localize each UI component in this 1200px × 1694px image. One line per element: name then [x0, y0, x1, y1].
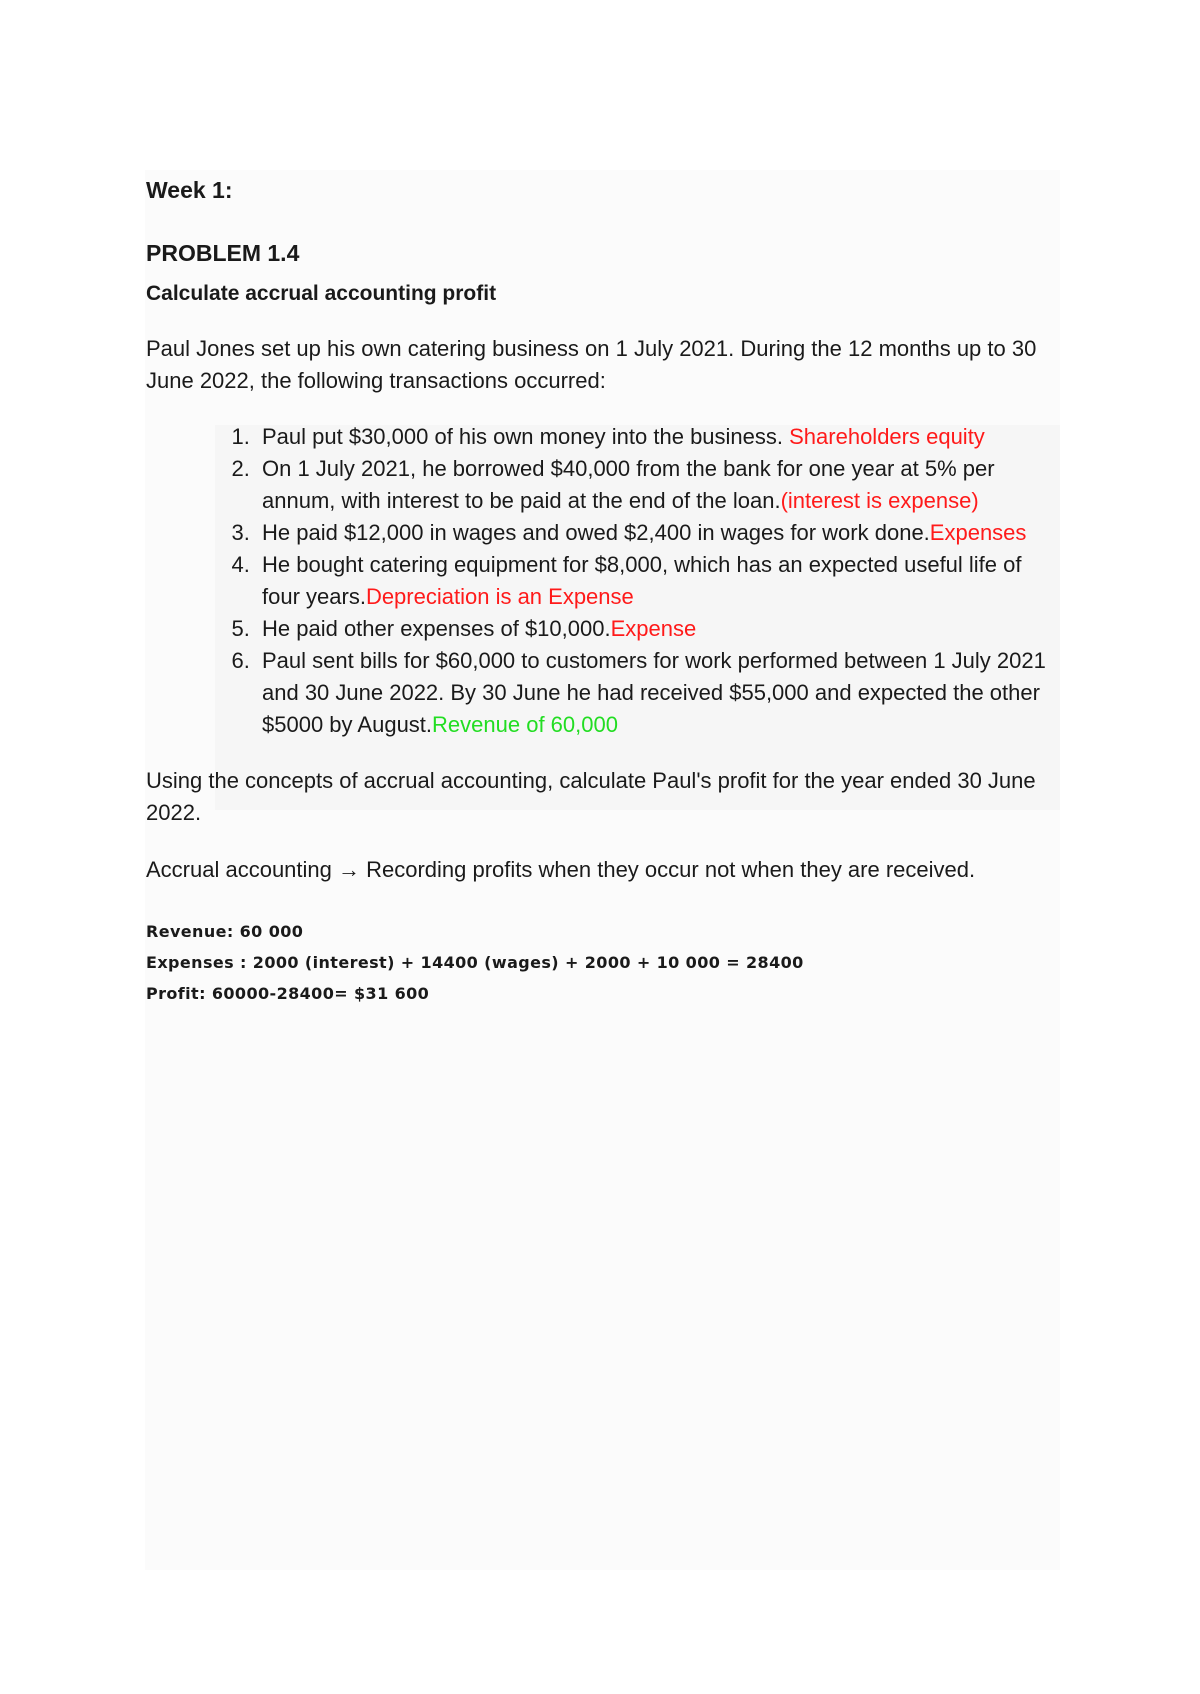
- expenses-line: Expenses : 2000 (interest) + 14400 (wages) + 2000 + 10 000 = 28400: [146, 953, 804, 972]
- revenue-line: Revenue: 60 000: [146, 922, 304, 941]
- transaction-text: Paul sent bills for $60,000 to customers for work performed between 1 July 2021 and 30 June 2022. By 30 June he had received $55,000 and expected the other $5000 by August.: [262, 648, 1046, 737]
- list-item: [256, 421, 1056, 453]
- list-item: [256, 645, 1056, 741]
- transaction-note: (interest is expense): [780, 488, 979, 513]
- profit-calculation: [146, 916, 1066, 1009]
- document-body: [146, 172, 1066, 1009]
- transaction-text: Paul put $30,000 of his own money into the business.: [262, 424, 790, 449]
- transaction-note: Shareholders equity: [789, 424, 985, 449]
- list-item: [256, 517, 1056, 549]
- transaction-text: He paid $12,000 in wages and owed $2,400 in wages for work done.: [262, 520, 930, 545]
- transaction-note: Expenses: [929, 520, 1027, 545]
- week-heading: Week 1:: [146, 177, 233, 203]
- problem-title: PROBLEM 1.4: [146, 240, 300, 266]
- transaction-note: Expense: [610, 616, 697, 641]
- transaction-text: He paid other expenses of $10,000.: [262, 616, 611, 641]
- problem-subtitle: Calculate accrual accounting profit: [146, 282, 497, 305]
- list-item: [256, 613, 1056, 645]
- accrual-definition: Accrual accounting → Recording profits when they occur not when they are received.: [146, 857, 976, 882]
- intro-paragraph: Paul Jones set up his own catering business on 1 July 2021. During the 12 months up to 30 June 2022, the following transactions occurred:: [146, 336, 1037, 393]
- transaction-note: Depreciation is an Expense: [365, 584, 634, 609]
- list-item: [256, 453, 1056, 517]
- transaction-text: He bought catering equipment for $8,000, which has an expected useful life of four years.: [262, 552, 1022, 609]
- transaction-note: Revenue of 60,000: [432, 712, 618, 737]
- question-paragraph: Using the concepts of accrual accounting, calculate Paul's profit for the year ended 30 June 2022.: [146, 768, 1036, 825]
- profit-line: Profit: 60000-28400= $31 600: [146, 984, 430, 1003]
- transactions-list: [146, 421, 1056, 741]
- transaction-text: On 1 July 2021, he borrowed $40,000 from the bank for one year at 5% per annum, with interest to be paid at the end of the loan.: [262, 456, 995, 513]
- list-item: [256, 549, 1056, 613]
